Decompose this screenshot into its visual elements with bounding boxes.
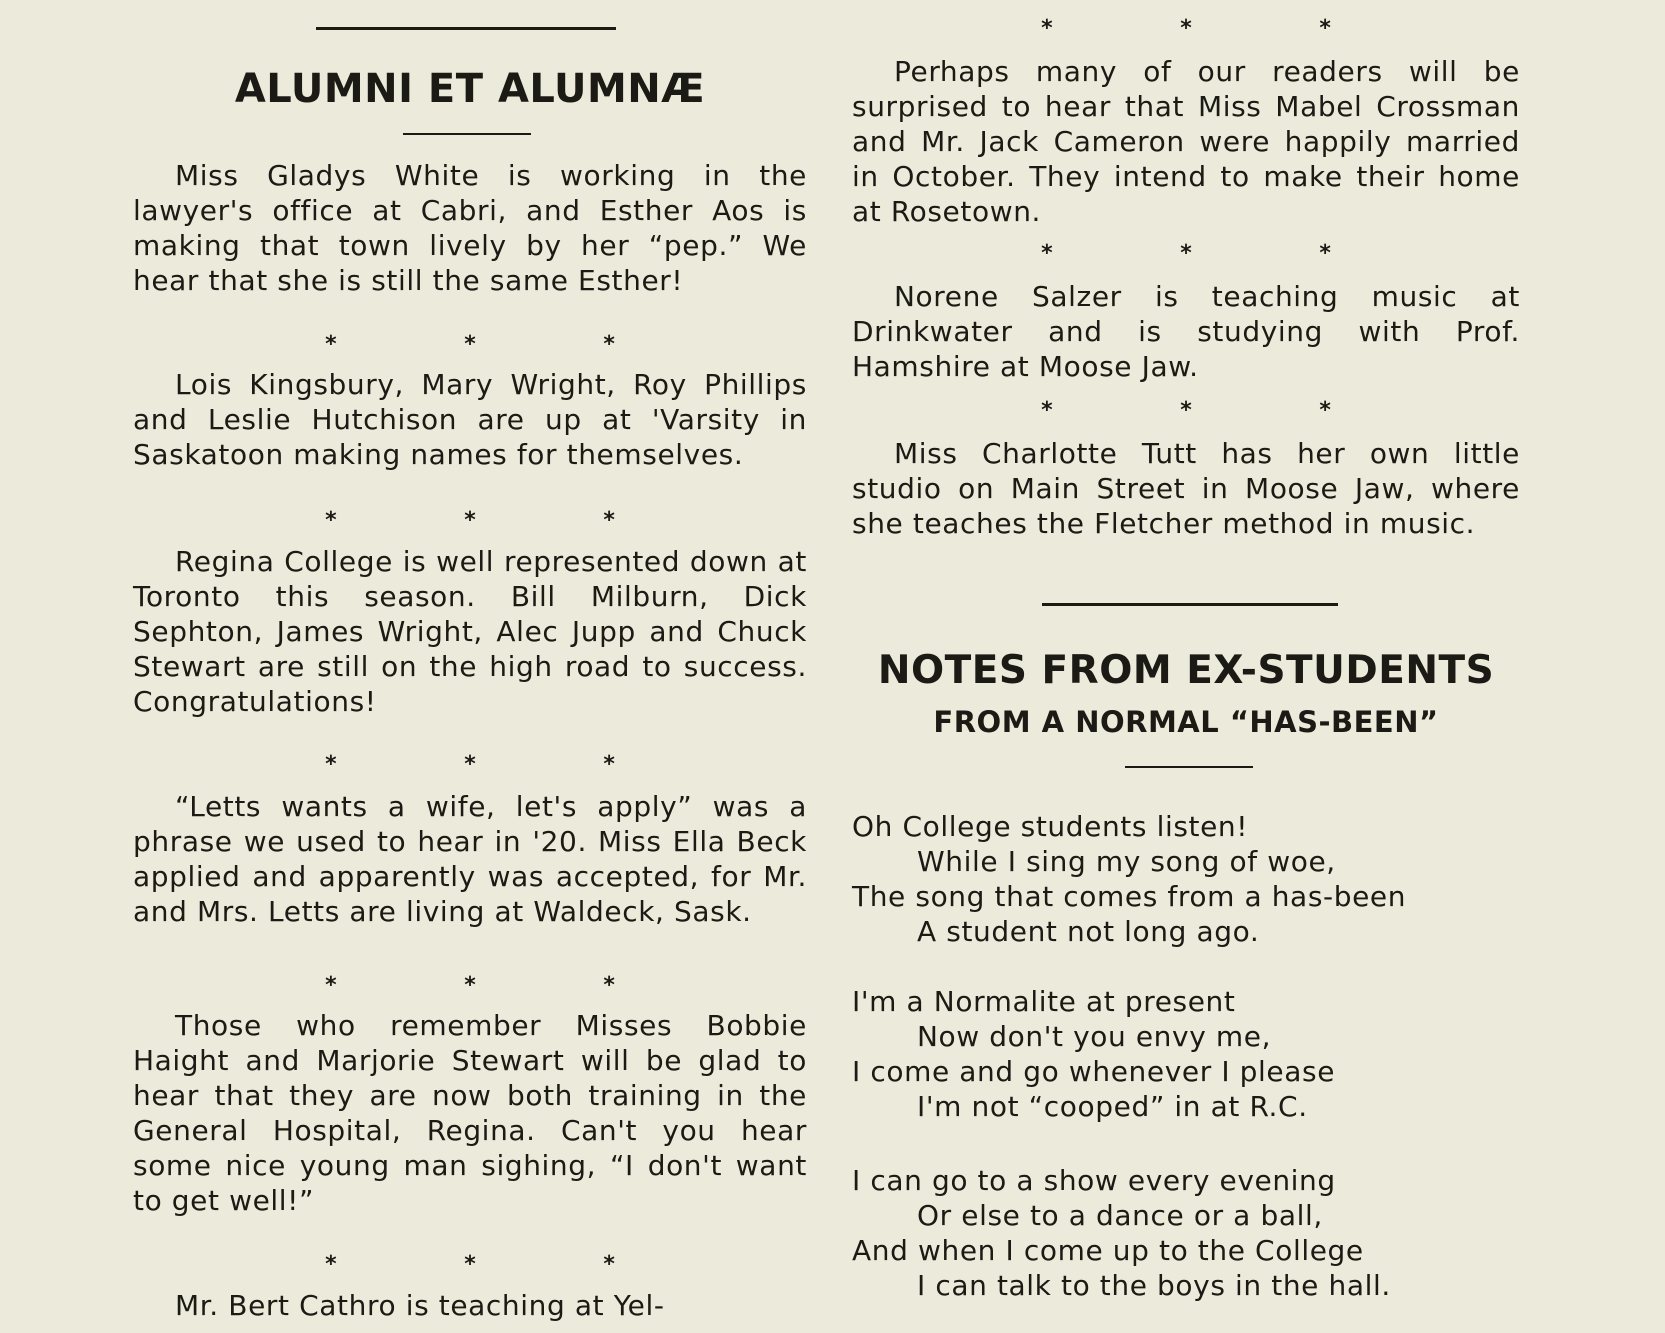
poem-line: Now don't you envy me, <box>917 1020 1272 1053</box>
section-rule <box>1042 603 1338 606</box>
poem-line: While I sing my song of woe, <box>917 845 1336 878</box>
top-rule <box>316 27 616 30</box>
poem-stanza-1 <box>852 809 1520 949</box>
paragraph-toronto: Regina College is well represented down at Toronto this season. Bill Milburn, Dick Sephton, James Wright, Alec Jupp and Chuck Stewart are still on the high road to success. Congratulations! <box>133 545 807 718</box>
paragraph-tutt: Miss Charlotte Tutt has her own little studio on Main Street in Moose Jaw, where she teaches the Fletcher method in music. <box>852 437 1520 540</box>
paragraph-gladys-white: Miss Gladys White is working in the lawyer's office at Cabri, and Esther Aos is making that town lively by her “pep.” We hear that she is still the same Esther! <box>133 159 807 297</box>
paragraph-cathro: Mr. Bert Cathro is teaching at Yel- <box>175 1289 665 1322</box>
poem-line: I come and go whenever I please <box>852 1055 1336 1088</box>
notes-title: NOTES FROM EX-STUDENTS <box>877 648 1495 693</box>
poem-line: I can go to a show every evening <box>852 1164 1336 1197</box>
notes-subtitle: FROM A NORMAL “HAS-BEEN” <box>933 705 1439 739</box>
paragraph-varsity: Lois Kingsbury, Mary Wright, Roy Phillips and Leslie Hutchison are up at 'Varsity in Saskatoon making names for themselves. <box>133 368 807 471</box>
poem-stanza-2 <box>852 984 1520 1124</box>
poem-line: The song that comes from a has-been <box>852 880 1407 913</box>
separator-stars: * * * <box>325 332 675 357</box>
paragraph-letts: “Letts wants a wife, let's apply” was a phrase we used to hear in '20. Miss Ella Beck applied and apparently was accepted, for Mr. and Mrs. Letts are living at Waldeck, Sask. <box>133 790 807 928</box>
poem-line: Or else to a dance or a ball, <box>917 1199 1323 1232</box>
subtitle-underline <box>1125 766 1253 768</box>
poem-line: And when I come up to the College <box>852 1234 1364 1267</box>
paragraph-hospital: Those who remember Misses Bobbie Haight and Marjorie Stewart will be glad to hear that they are now both training in the General Hospital, Regina. Can't you hear some nice young man sighing, “I don't want to get well!” <box>133 1009 807 1217</box>
separator-stars: * * * <box>325 508 675 533</box>
separator-stars: * * * <box>1041 16 1391 41</box>
paragraph-salzer: Norene Salzer is teaching music at Drinkwater and is studying with Prof. Hamshire at Moose Jaw. <box>852 280 1520 383</box>
paragraph-crossman-cameron: Perhaps many of our readers will be surprised to hear that Miss Mabel Crossman and Mr. Jack Cameron were happily married in October. They intend to make their home at Rosetown. <box>852 55 1520 228</box>
separator-stars: * * * <box>1041 241 1391 266</box>
alumni-title: ALUMNI ET ALUMNÆ <box>234 66 706 112</box>
poem-line: I'm not “cooped” in at R.C. <box>917 1090 1308 1123</box>
poem-line: A student not long ago. <box>917 915 1260 948</box>
poem-line: I can talk to the boys in the hall. <box>917 1269 1391 1302</box>
poem-line: I'm a Normalite at present <box>852 985 1236 1018</box>
separator-stars: * * * <box>325 1252 675 1277</box>
poem-stanza-3 <box>852 1163 1520 1303</box>
poem-line: Oh College students listen! <box>852 810 1249 843</box>
separator-stars: * * * <box>1041 398 1391 423</box>
separator-stars: * * * <box>325 973 675 998</box>
title-underline <box>403 133 531 135</box>
separator-stars: * * * <box>325 752 675 777</box>
